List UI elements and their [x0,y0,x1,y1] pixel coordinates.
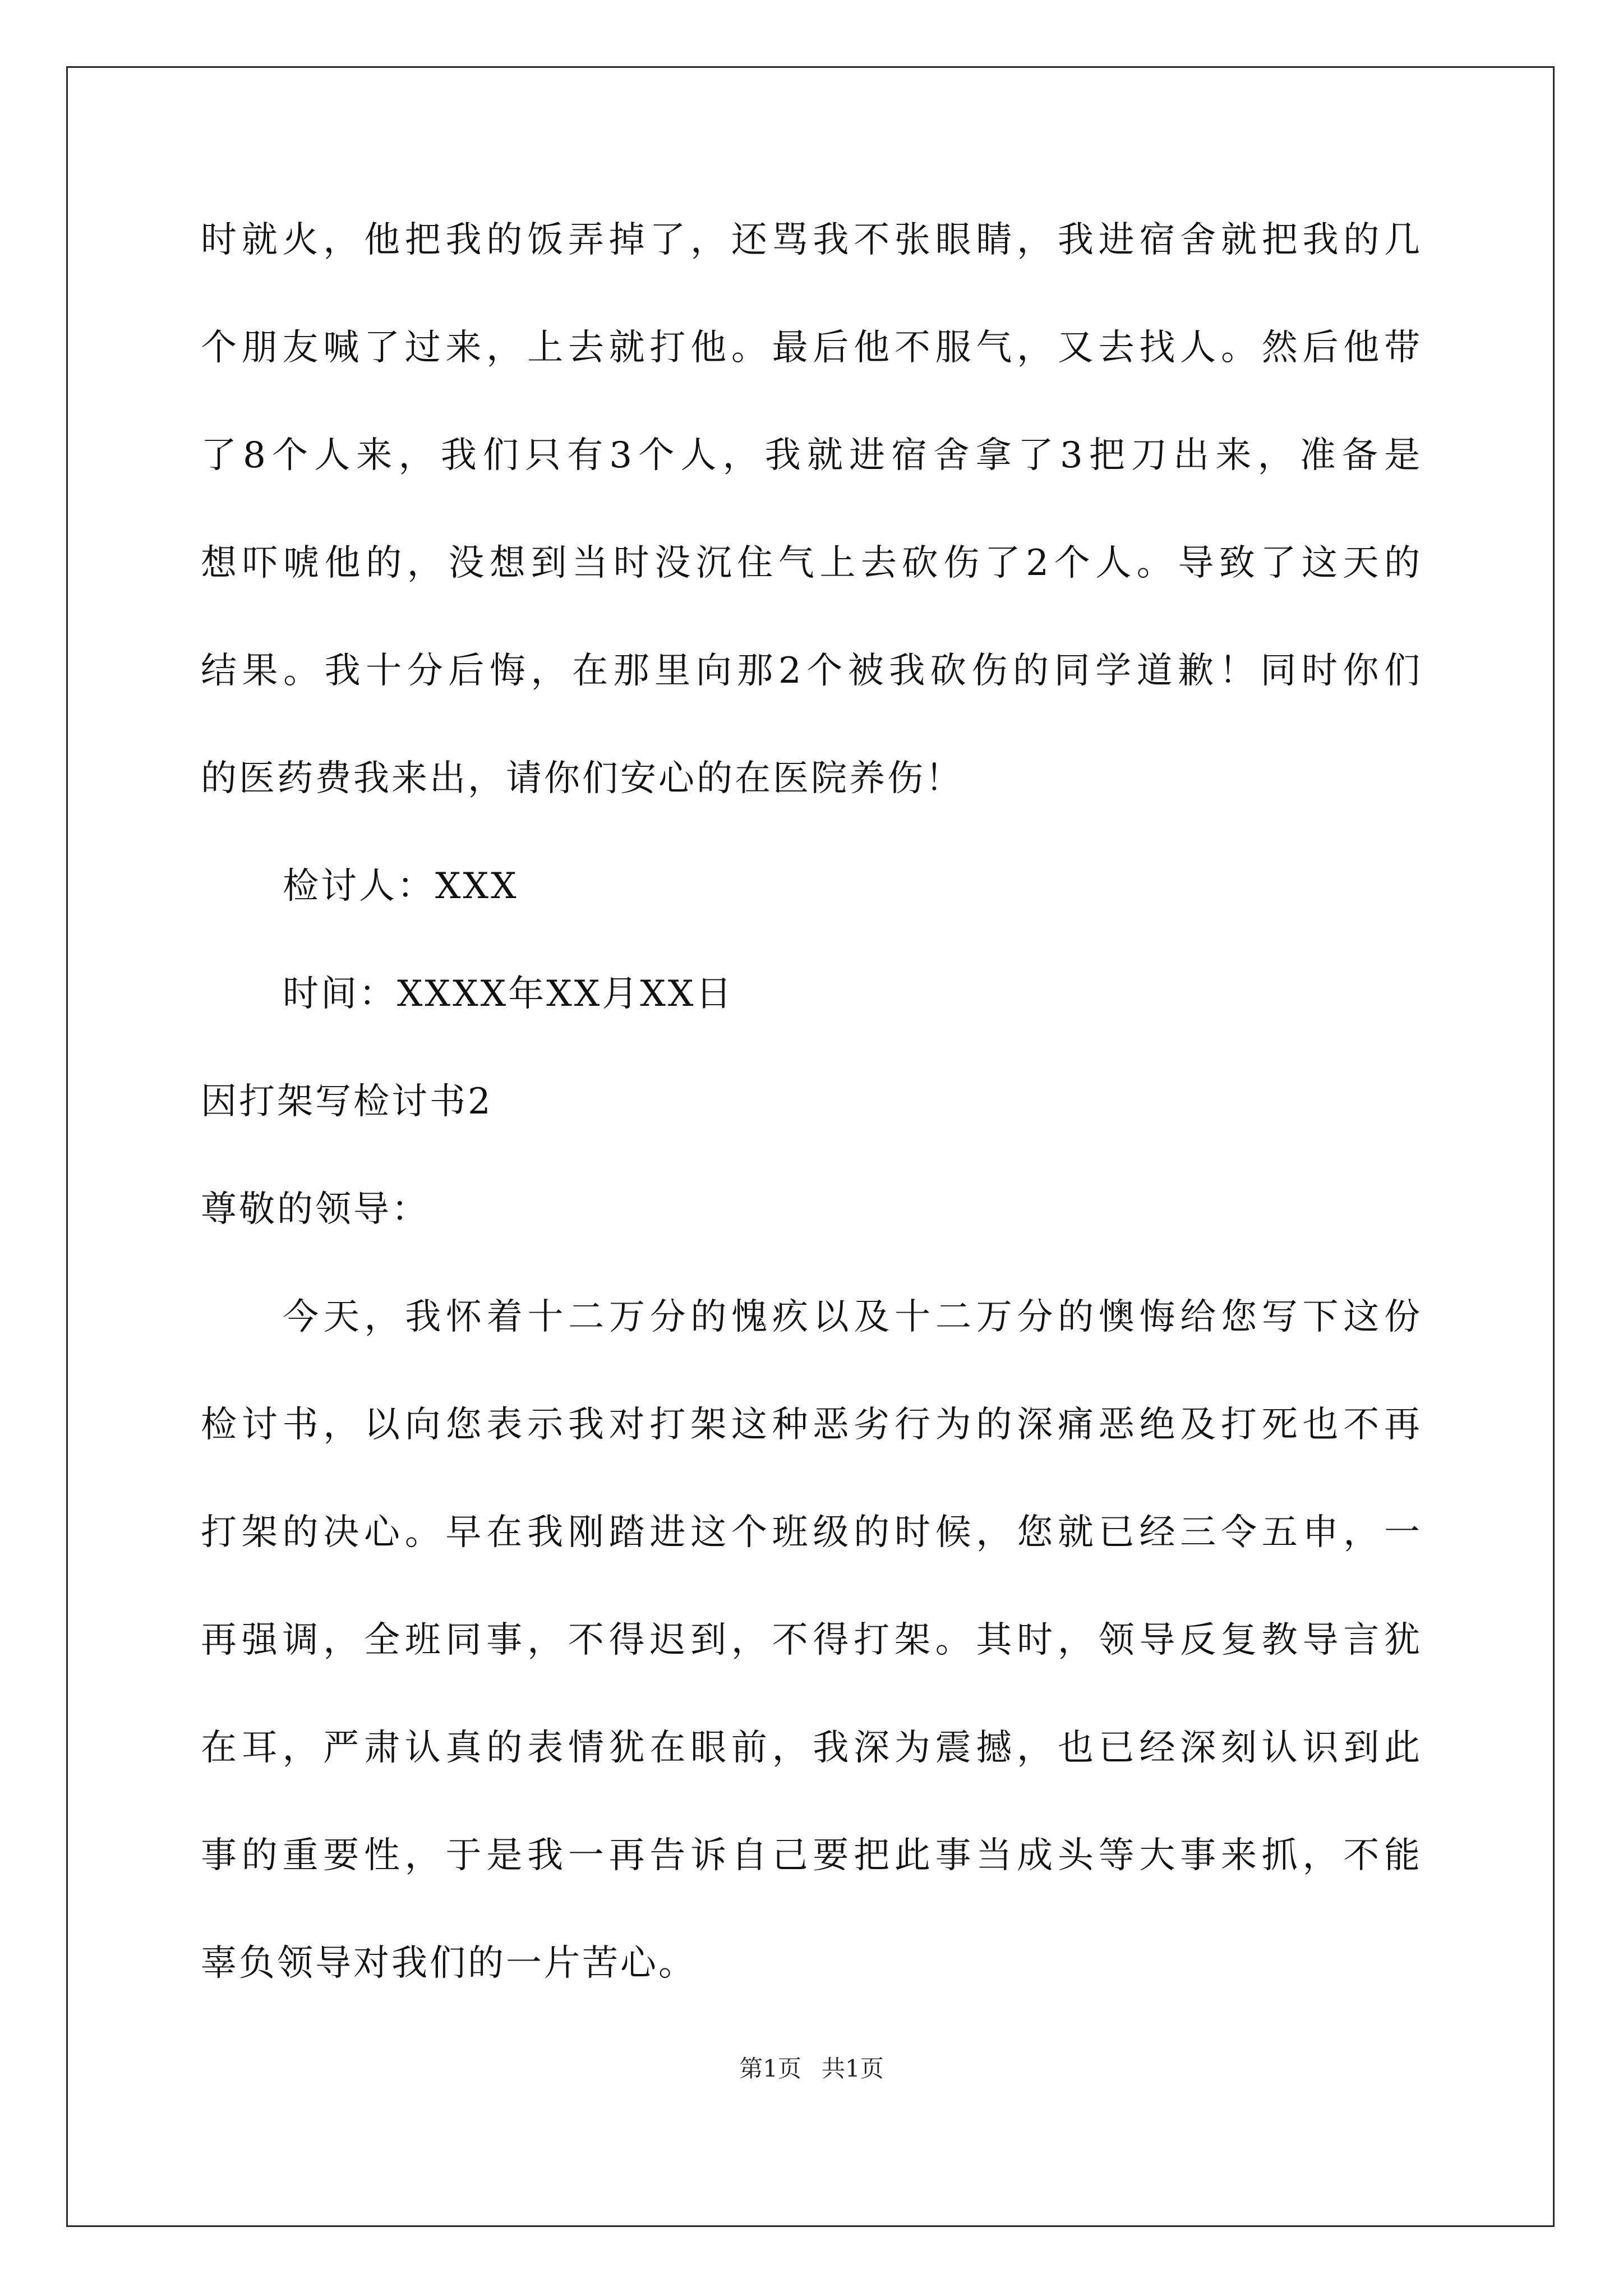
paragraph-line: 在耳，严肃认真的表情犹在眼前，我深为震撼，也已经深刻认识到此 [201,1727,1422,1769]
page-number: 第1页 [739,2055,801,2082]
paragraph-line: 检讨书，以向您表示我对打架这种恶劣行为的深痛恶绝及打死也不再 [201,1404,1422,1446]
date-line: 时间：XXXX年XX月XX日 [283,973,734,1015]
section-title: 因打架写检讨书2 [201,1081,493,1122]
paragraph-line: 再强调，全班同事，不得迟到，不得打架。其时，领导反复教导言犹 [201,1619,1422,1661]
paragraph-line: 想吓唬他的，没想到当时没沉住气上去砍伤了2个人。导致了这天的 [201,542,1422,584]
paragraph-line: 的医药费我来出，请你们安心的在医院养伤！ [201,758,963,799]
page-total: 共1页 [822,2055,884,2082]
paragraph-line: 打架的决心。早在我刚踏进这个班级的时候，您就已经三令五申，一 [201,1512,1422,1553]
paragraph-line: 结果。我十分后悔，在那里向那2个被我砍伤的同学道歉！同时你们 [201,650,1422,692]
paragraph-line: 了8个人来，我们只有3个人，我就进宿舍拿了3把刀出来，准备是 [201,435,1422,476]
signature-line: 检讨人：XXX [283,866,519,907]
document-body [201,213,1422,2044]
paragraph-line: 事的重要性，于是我一再告诉自己要把此事当成头等大事来抓，不能 [201,1835,1422,1876]
paragraph-line: 辜负领导对我们的一片苦心。 [201,1943,697,1984]
page-footer [0,2053,1623,2085]
salutation: 尊敬的领导： [201,1189,430,1230]
paragraph-line: 时就火，他把我的饭弄掉了，还骂我不张眼睛，我进宿舍就把我的几 [201,219,1422,261]
paragraph-line: 今天，我怀着十二万分的愧疚以及十二万分的懊悔给您写下这份 [283,1296,1422,1338]
paragraph-line: 个朋友喊了过来，上去就打他。最后他不服气，又去找人。然后他带 [201,327,1422,369]
